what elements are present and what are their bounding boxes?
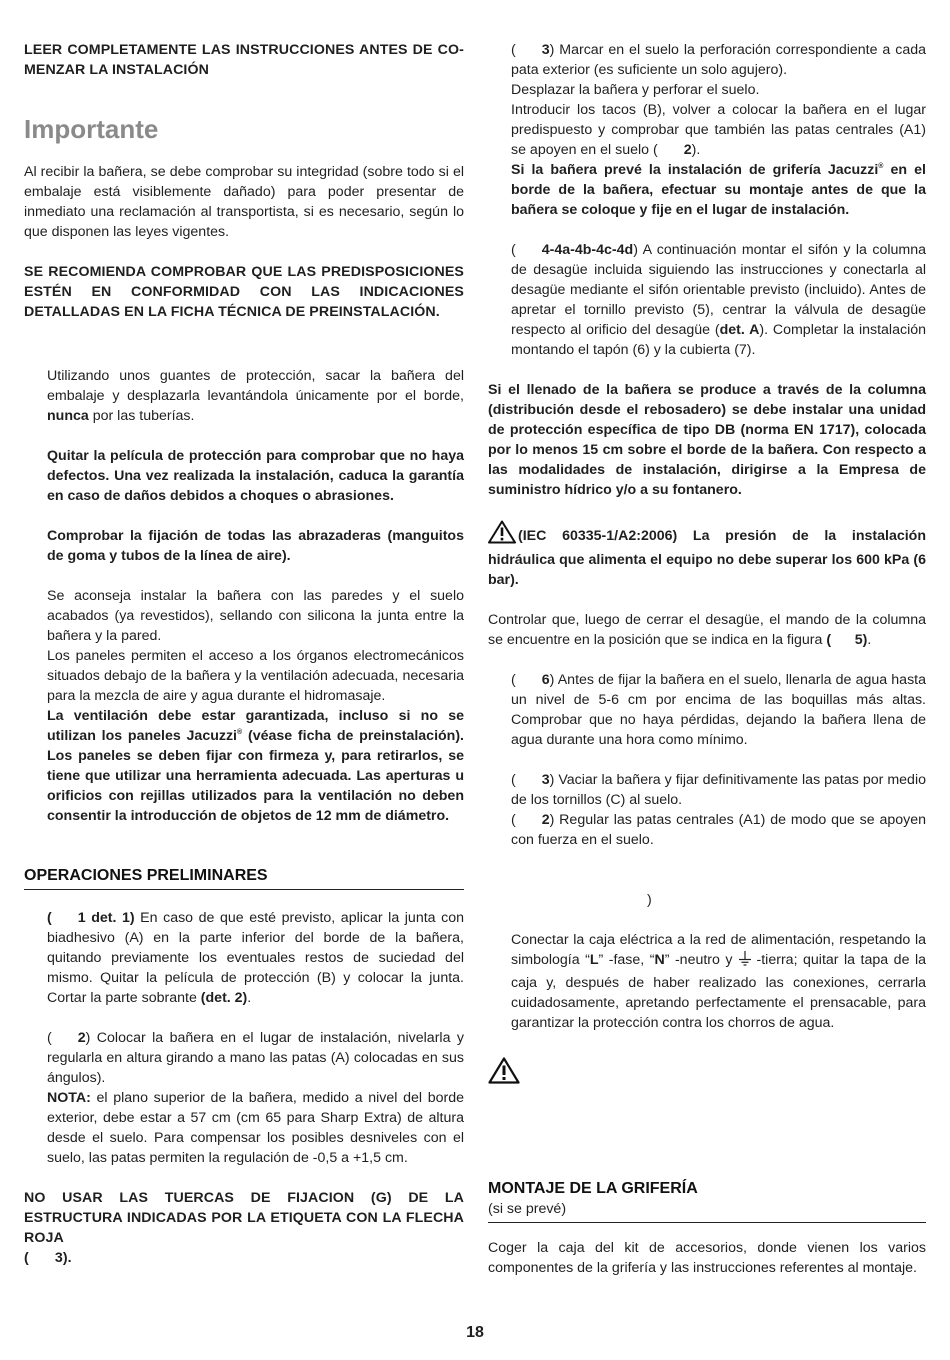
page-title: Importante xyxy=(24,114,159,144)
paren: ( xyxy=(24,1250,29,1266)
paragraph-siphon xyxy=(511,240,926,360)
text-segment: ) A continuación montar el sifón y la columna de desagüe incluida siguiendo las instrucciones y conectarla al desagüe mediante el sifón orientable previsto (incluido). Antes de apretar el tornillo previsto (5), centrar la válvula de desagüe respecto al orificio del desagüe ( xyxy=(511,242,926,338)
text-segment: Si la bañera prevé la instalación de grifería Jacuzzi xyxy=(511,162,879,178)
paren: ( xyxy=(511,772,516,788)
text-segment: ” -fase, “ xyxy=(598,952,655,968)
text-segment: ). Completar la instalación montando el tapón (6) y la cubierta (7). xyxy=(511,322,926,358)
paragraph-drain-control xyxy=(488,610,926,650)
paragraph-center-legs xyxy=(511,810,926,850)
page-number: 18 xyxy=(466,1324,484,1341)
intro-warning: LEER COMPLETAMENTE LAS INSTRUCCIONES ANTES DE CO-MENZAR LA INSTALACIÓN xyxy=(24,42,464,78)
text-segment: En caso de que esté previsto, aplicar la junta con biadhesivo (A) en la parte inferior del borde de la bañera, quitando previamente los eventuales restos de suciedad del mismo. Quitar la película de protección (B) y colocar la junta. Cortar la parte sobrante xyxy=(47,910,464,1006)
text-segment: ) Colocar la bañera en el lugar de instalación, nivelarla y regularla en altura girando a mano las patas (A) colocadas en sus ángulos). xyxy=(47,1030,464,1086)
text-segment: ) Vaciar la bañera y fijar definitivamente las patas por medio de los tornillos (C) al suelo. xyxy=(511,772,926,808)
paragraph-nuts-warning xyxy=(24,1188,464,1268)
text-segment: por las tuberías. xyxy=(88,408,195,424)
section-subheading-faucet: (si se prevé) xyxy=(488,1199,926,1223)
detail-ref: det. A xyxy=(719,322,760,338)
text-segment: Introducir los tacos (B), volver a colocar la bañera en el lugar predispuesto y comprobar que también las patas centrales (A1) se apoyen en el suelo ( xyxy=(511,102,926,158)
text-segment: (IEC 60335-1/A2:2006) La presión de la instalación hidráulica que alimenta el equipo no debe superar los 600 kPa (6 bar). xyxy=(488,528,926,588)
text-emphasis xyxy=(47,708,464,824)
text-segment: La ventilación debe estar garantizada, incluso si no se utilizan los paneles Jacuzzi xyxy=(47,708,464,744)
section-heading-faucet: MONTAJE DE LA GRIFERÍA xyxy=(488,1180,698,1197)
figure-ref: ( 5) xyxy=(826,632,868,648)
warning-icon xyxy=(488,520,516,550)
section-heading-preliminary: OPERACIONES PRELIMINARES xyxy=(24,866,464,890)
figure-ref: 3 xyxy=(541,42,550,58)
paragraph-panels xyxy=(47,646,464,826)
neutral-label: N xyxy=(654,952,665,968)
ground-symbol-icon xyxy=(737,951,753,973)
text-segment: Utilizando unos guantes de protección, sacar la bañera del embalaje y desplazarla levantándola únicamente por el borde, xyxy=(47,368,464,404)
paragraph-drill: Desplazar la bañera y perforar el suelo. xyxy=(511,82,760,98)
paren: ( xyxy=(511,242,516,258)
text-segment: ” -neutro y xyxy=(664,952,733,968)
text-segment: . xyxy=(247,990,252,1006)
figure-ref: 2 xyxy=(77,1030,86,1046)
figure-ref: 1 det. 1) xyxy=(77,910,135,926)
paragraph-faucet-install xyxy=(511,160,926,220)
text-segment: (véase ficha de preinstalación). Los paneles se deben fijar con firmeza y, para retirarlos, se tiene que utilizar una herramienta adecuada. Las aperturas u orificios con rejillas utilizados para la ventilación no deben consentir la introducción de objetos de 12 mm de diámetro. xyxy=(47,728,465,824)
paragraph-walls-floor: Se aconseja instalar la bañera con las paredes y el suelo acabados (ya revestidos), sellando con silicona la junta entre la bañera y la pared. xyxy=(47,588,464,644)
text-segment: el plano superior de la bañera, medido a nivel del borde exterior, debe estar a 57 cm (cm 65 para Sharp Extra) de altura desde el suelo. Para compensar los posibles desniveles con el suelo, las patas permiten la regulación de -0,5 a +1,5 cm. xyxy=(47,1090,464,1166)
phase-label: L xyxy=(589,952,599,968)
paragraph-gloves xyxy=(47,366,464,426)
paragraph-plugs xyxy=(511,100,926,160)
paragraph-empty-fix xyxy=(511,770,926,810)
paragraph-electrical xyxy=(511,930,926,1033)
figure-ref: 2 xyxy=(683,142,692,158)
paragraph-pressure-warning xyxy=(488,520,926,590)
paren: ( xyxy=(511,812,516,828)
text-segment: Conectar la caja eléctrica a la red de alimentación, respetando la simbología “ xyxy=(511,932,926,968)
paragraph-integrity: Al recibir la bañera, se debe comprobar su integridad (sobre todo si el embalaje está visiblemente dañado) para poder presentar de inmediato una reclamación al transportista, si es necesario, según lo que disponen las leyes vigentes. xyxy=(24,164,464,240)
note-label: NOTA: xyxy=(47,1090,91,1106)
paragraph-op-1 xyxy=(47,908,464,1008)
text-segment: ) Antes de fijar la bañera en el suelo, llenarla de agua hasta un nivel de 5-6 cm por encima de las boquillas más altas. Comprobar que no haya pérdidas, dejando la bañera llena de agua durante una hora como mínimo. xyxy=(511,672,926,748)
detail-ref: (det. 2) xyxy=(200,990,248,1006)
lone-paren: ) xyxy=(647,892,652,908)
paragraph-protective-film: Quitar la película de protección para comprobar que no haya defectos. Una vez realizada la instalación, caduca la garantía en caso de daños debidos a choques o abrasiones. xyxy=(47,448,464,504)
figure-ref: 4-4a-4b-4c-4d xyxy=(541,242,634,258)
text-segment: Los paneles permiten el acceso a los órganos electromecánicos situados debajo de la bañera y la ventilación adecuada, necesaria para la mezcla de aire y agua durante el hidromasaje. xyxy=(47,648,464,704)
figure-ref: 2 xyxy=(541,812,550,828)
paragraph-backflow-protection: Si el llenado de la bañera se produce a través de la columna (distribución desde el rebosadero) se debe instalar una unidad de protección específica de tipo DB (norma EN 1717), colocada por lo menos 15 cm sobre el borde de la bañera. Con respecto a las modalidades de instalación, dirigirse a la Empresa de suministro hídrico y/o a su fontanero. xyxy=(488,382,926,498)
paragraph-op-2 xyxy=(47,1028,464,1088)
paren: ( xyxy=(511,42,516,58)
text-segment: -tierra; quitar la tapa de la caja y, después de haber realizado las conexiones, cerrarla cuidadosamente, apretando perfectamente el prensacable, para garantizar la protección contra los chorros de agua. xyxy=(511,952,927,1031)
warning-icon-standalone xyxy=(488,1057,926,1090)
left-column xyxy=(24,38,464,1268)
text-segment: en el borde de la bañera, efectuar su montaje antes de que la bañera se coloque y fije en el lugar de instalación. xyxy=(511,162,926,218)
text-segment: Controlar que, luego de cerrar el desagüe, el mando de la columna se encuentre en la posición que se indica en la figura xyxy=(488,612,926,648)
text-segment: ). xyxy=(691,142,701,158)
paragraph-note xyxy=(47,1088,464,1168)
paragraph-mark-floor xyxy=(511,40,926,80)
text-segment: . xyxy=(867,632,872,648)
text-segment: ) Regular las patas centrales (A1) de modo que se apoyen con fuerza en el suelo. xyxy=(511,812,926,848)
paragraph-fill-test xyxy=(511,670,926,750)
paren: ( xyxy=(511,672,516,688)
right-column xyxy=(488,38,926,1278)
figure-ref: 6 xyxy=(541,672,550,688)
paragraph-predisposition-warning: SE RECOMIENDA COMPROBAR QUE LAS PREDISPOSICIONES ESTÉN EN CONFORMIDAD CON LAS INDICACIONES DETALLADAS EN LA FICHA TÉCNICA DE PREINSTALACIÓN. xyxy=(24,264,464,320)
text-segment: ) Marcar en el suelo la perforación correspondiente a cada pata exterior (es suficiente un solo agujero). xyxy=(511,42,926,78)
figure-ref: 3 xyxy=(541,772,550,788)
paragraph-accessory-kit: Coger la caja del kit de accesorios, donde vienen los varios componentes de la grifería y las instrucciones referentes al montaje. xyxy=(488,1240,926,1276)
registered-mark: ® xyxy=(878,163,884,170)
paren: ( xyxy=(47,1030,52,1046)
registered-mark: ® xyxy=(237,729,243,736)
text-segment: NO USAR LAS TUERCAS DE FIJACION (G) DE LA ESTRUCTURA INDICADAS POR LA ETIQUETA CON LA FLECHA ROJA xyxy=(24,1190,464,1246)
paragraph-clamps: Comprobar la fijación de todas las abrazaderas (manguitos de goma y tubos de la línea de aire). xyxy=(47,528,464,564)
paren: ( xyxy=(47,910,52,926)
figure-ref: 3). xyxy=(54,1250,72,1266)
text-emphasis: nunca xyxy=(47,408,89,424)
